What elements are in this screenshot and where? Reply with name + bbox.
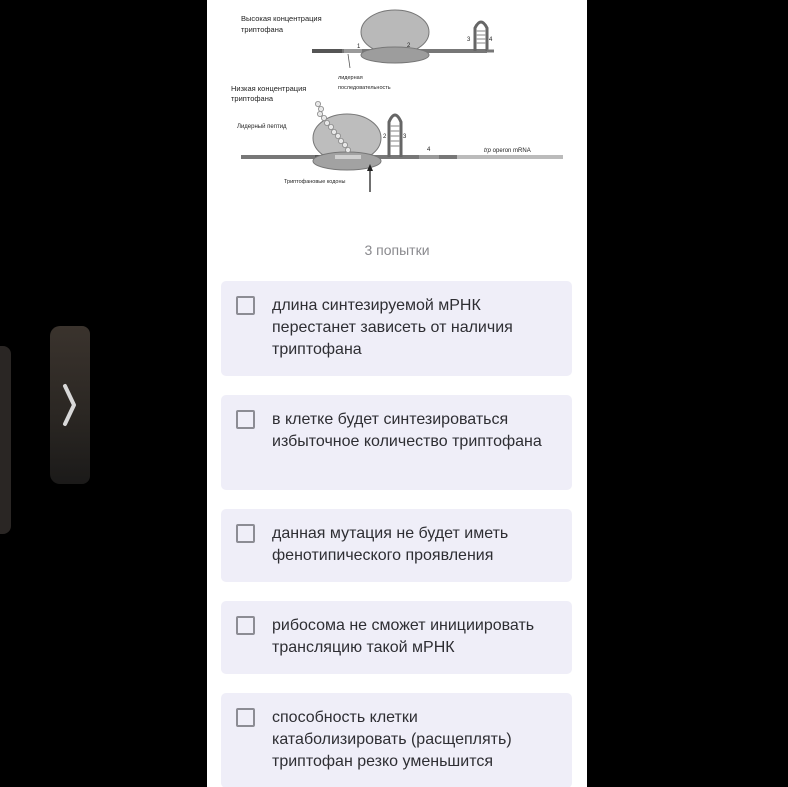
checkbox-option-1[interactable] <box>236 296 255 315</box>
ribosome-bottom-high <box>361 47 429 63</box>
trp-attenuation-diagram <box>207 0 587 235</box>
low-trp-label-line2: триптофана <box>231 94 274 103</box>
attempts-counter: 3 попытки <box>364 242 430 258</box>
trp-codons-label: Триптофановые кодоны <box>284 179 346 185</box>
high-trp-label-line2: триптофана <box>241 25 284 34</box>
option-text: данная мутация не будет иметь фенотипического проявления <box>272 525 509 564</box>
answer-option-3[interactable] <box>221 509 572 582</box>
previous-panel-edge <box>0 346 11 534</box>
next-slide-button[interactable] <box>50 326 90 484</box>
checkbox-option-3[interactable] <box>236 524 255 543</box>
high-trp-label-line1: Высокая концентрация <box>241 14 322 23</box>
leader-peptide-label: Лидерный пептид <box>237 124 287 130</box>
svg-text:2: 2 <box>407 43 411 49</box>
option-text: способность клетки катаболизировать (расщеплять) триптофан резко уменьшится <box>272 709 512 770</box>
answer-option-4[interactable] <box>221 601 572 674</box>
checkbox-option-2[interactable] <box>236 410 255 429</box>
chevron-right-icon <box>60 381 80 429</box>
option-text: рибосома не сможет инициировать трансляцию такой мРНК <box>272 617 535 656</box>
svg-text:3: 3 <box>403 134 407 140</box>
leader-sequence-label-line1: лидерная <box>338 75 363 81</box>
low-trp-label-line1: Низкая концентрация <box>231 84 307 93</box>
svg-text:3: 3 <box>467 37 471 43</box>
leader-sequence-label-line2: последовательность <box>338 85 391 91</box>
answer-option-1[interactable] <box>221 281 572 376</box>
checkbox-option-5[interactable] <box>236 708 255 727</box>
answer-option-2[interactable] <box>221 395 572 490</box>
answer-option-5[interactable] <box>221 693 572 787</box>
option-text: в клетке будет синтезироваться избыточное количество триптофана <box>272 411 542 450</box>
svg-text:1: 1 <box>357 44 361 50</box>
svg-text:2: 2 <box>383 134 387 140</box>
trp-operon-mrna-label: trp operon mRNA <box>484 148 531 154</box>
svg-text:4: 4 <box>489 37 493 43</box>
option-text: длина синтезируемой мРНК перестанет зависеть от наличия триптофана <box>272 297 513 358</box>
question-panel <box>207 0 587 787</box>
checkbox-option-4[interactable] <box>236 616 255 635</box>
svg-text:4: 4 <box>427 147 431 153</box>
